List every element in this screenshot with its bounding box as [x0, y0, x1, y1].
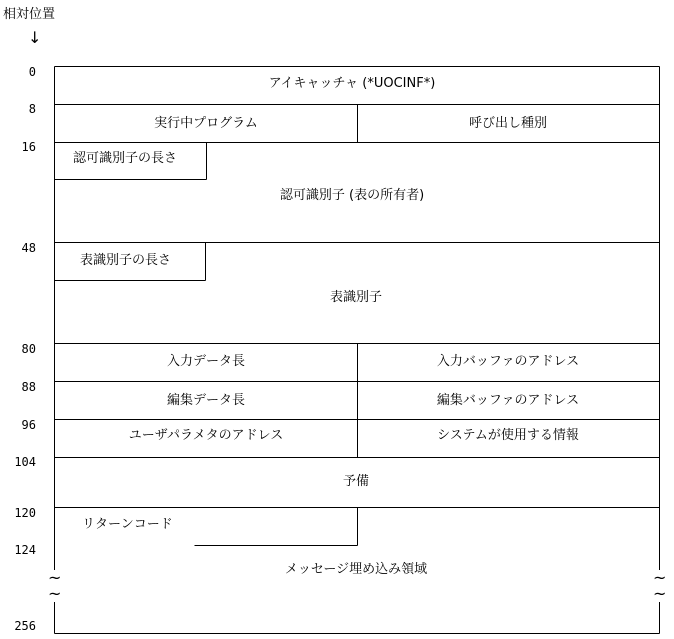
offset-124: 124	[14, 543, 36, 557]
field-edit-buffer-address: 編集バッファのアドレス	[436, 393, 580, 408]
field-call-type: 呼び出し種別	[468, 116, 548, 131]
down-arrow-icon: ↓	[28, 28, 42, 47]
field-auth-id: 認可識別子 (表の所有者)	[279, 188, 425, 203]
offset-16: 16	[21, 140, 36, 154]
field-reserved: 予備	[342, 474, 370, 489]
field-running-program: 実行中プログラム	[154, 116, 258, 131]
offset-256: 256	[14, 619, 36, 633]
offset-104: 104	[14, 455, 36, 469]
field-eyecatcher: アイキャッチャ (*UOCINF*)	[268, 76, 436, 91]
offset-80: 80	[21, 342, 36, 356]
field-table-id: 表識別子	[329, 290, 383, 305]
field-user-param-address: ユーザパラメタのアドレス	[128, 428, 284, 443]
field-return-code: リターンコード	[82, 517, 173, 532]
offset-48: 48	[21, 241, 36, 255]
field-edit-data-length: 編集データ長	[166, 393, 246, 408]
wave-break-right-top: ~	[653, 568, 667, 587]
field-input-buffer-address: 入力バッファのアドレス	[436, 354, 580, 369]
offset-96: 96	[21, 418, 36, 432]
offset-0: 0	[28, 65, 36, 79]
field-input-data-length: 入力データ長	[166, 354, 246, 369]
field-system-info: システムが使用する情報	[437, 428, 579, 443]
field-table-id-length: 表識別子の長さ	[80, 253, 172, 268]
wave-break-left-top: ~	[48, 568, 62, 587]
offset-8: 8	[28, 102, 36, 116]
offset-88: 88	[21, 380, 36, 394]
wave-break-right-bottom: ~	[653, 584, 667, 603]
field-message-area: メッセージ埋め込み領域	[284, 562, 428, 577]
wave-break-left-bottom: ~	[48, 584, 62, 603]
field-auth-id-length: 認可識別子の長さ	[73, 151, 178, 166]
offset-120: 120	[14, 506, 36, 520]
position-header: 相対位置	[3, 7, 56, 22]
